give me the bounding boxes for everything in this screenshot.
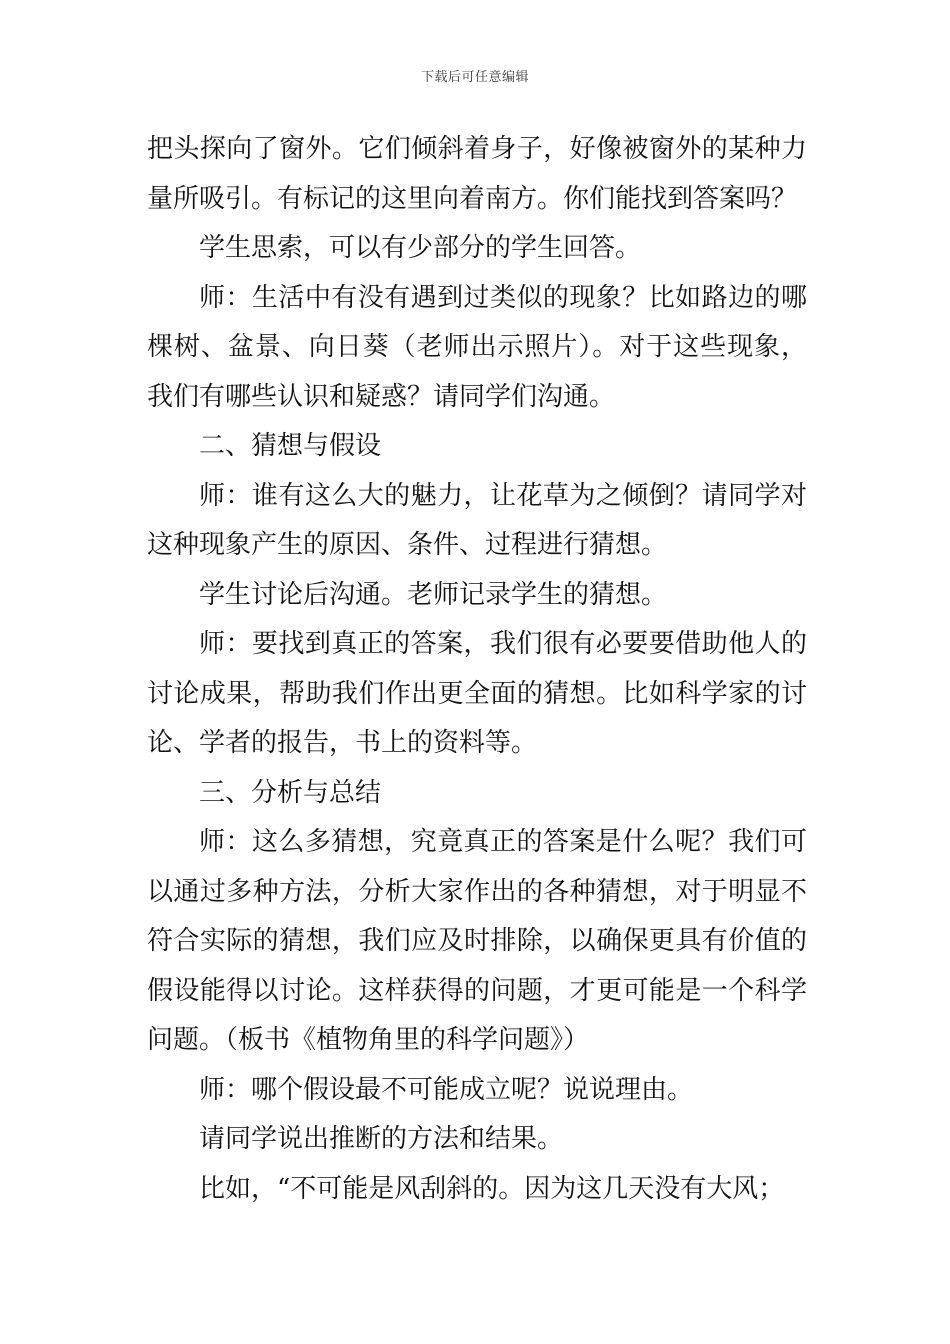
document-body [147,125,807,1214]
paragraph-6: 学生讨论后沟通。老师记录学生的猜想。 [199,579,668,610]
paragraph-10: 师：哪个假设最不可能成立呢？说说理由。 [199,1074,694,1105]
paragraph-7: 师：要找到真正的答案，我们很有必要要借助他人的讨论成果，帮助我们作出更全面的猜想。比如科学家的讨论、学者的报告，书上的资料等。 [147,629,807,758]
section-heading-3: 三、分析与总结 [199,777,382,808]
page-header: 下载后可任意编辑 [420,70,529,85]
paragraph-12: 比如，“不可能是风刮斜的。因为这几天没有大风； [199,1173,785,1204]
section-heading-2: 二、猜想与假设 [199,431,382,461]
paragraph-9: 师：这么多猜想，究竟真正的答案是什么呢？我们可以通过多种方法，分析大家作出的各种猜想，对于明显不符合实际的猜想，我们应及时排除，以确保更具有价值的假设能得以讨论。这样获得的问题，才更可能是一个科学问题。（板书《植物角里的科学问题》） [147,827,807,1055]
paragraph-3: 师：生活中有没有遇到过类似的现象？比如路边的哪棵树、盆景、向日葵（老师出示照片）。对于这些现象，我们有哪些认识和疑惑？请同学们沟通。 [147,282,807,412]
paragraph-2: 学生思索，可以有少部分的学生回答。 [199,233,642,263]
paragraph-1: 把头探向了窗外。它们倾斜着身子，好像被窗外的某种力量所吸引。有标记的这里向着南方。你们能找到答案吗？ [147,134,807,214]
paragraph-5: 师：谁有这么大的魅力，让花草为之倾倒？请同学对这种现象产生的原因、条件、过程进行猜想。 [147,480,807,560]
paragraph-11: 请同学说出推断的方法和结果。 [199,1124,564,1154]
